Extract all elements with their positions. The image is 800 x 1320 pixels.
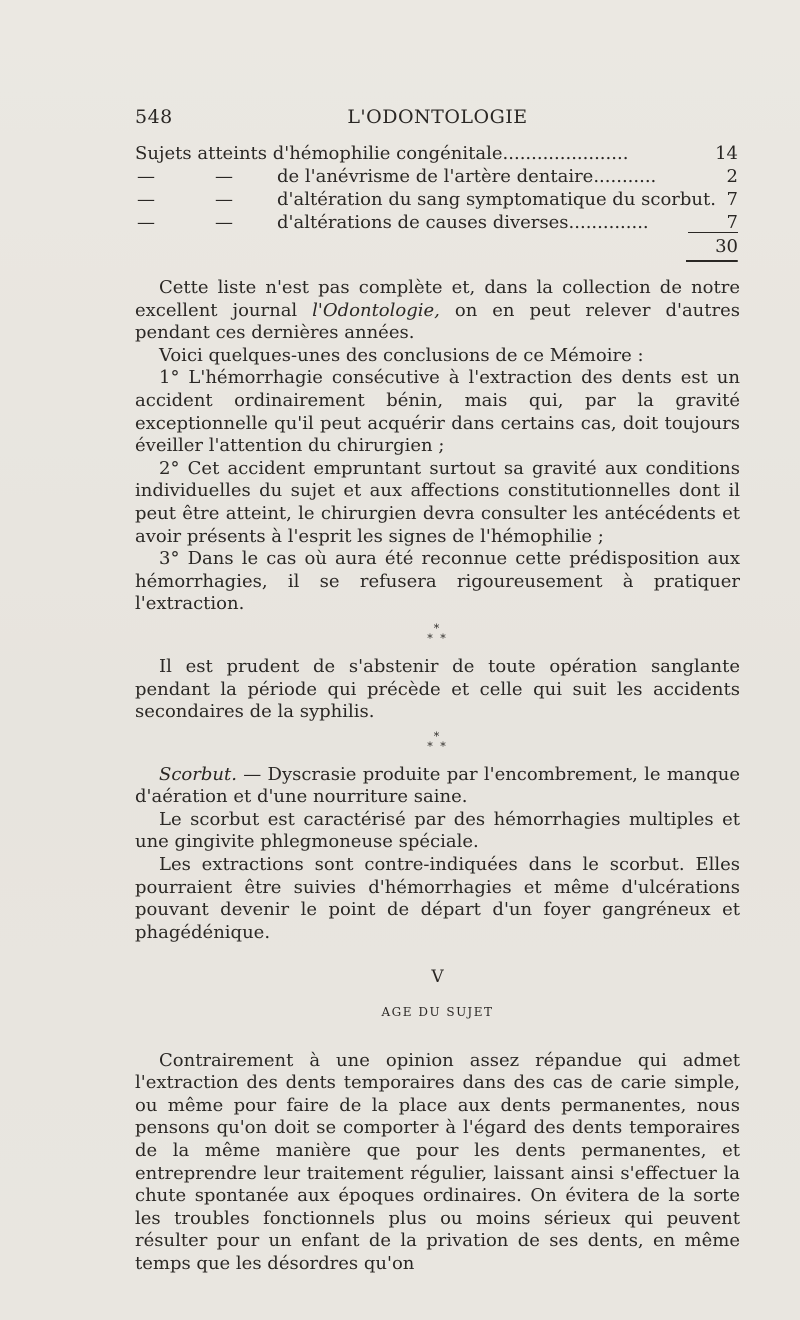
asterisk-top: * <box>433 729 442 743</box>
paragraph: 1° L'hémorrhagie consécutive à l'extraction des dents est un accident ordinairement bénin, mais qui, par la gravité exceptionnelle qu'il peut acquérir dans certains cas, doit toujours éveiller l'attention du chirurgien ; <box>135 367 740 457</box>
paragraph <box>135 277 740 345</box>
page-number: 548 <box>135 106 173 128</box>
tally-label: de l'anévrisme de l'artère dentaire........... <box>277 166 657 187</box>
tally-label: d'altération du sang symptomatique du scorbut. <box>277 189 716 210</box>
running-title: L'ODONTOLOGIE <box>347 106 528 128</box>
section-separator <box>135 729 740 753</box>
asterisk-bottom: * * <box>427 739 448 753</box>
paragraph: Contrairement à une opinion assez répandue qui admet l'extraction des dents temporaires dans des cas de carie simple, ou même pour faire de la place aux dents permanentes, nous pensons qu'on doit se comporter à l'égard des dents temporaires de la même manière que pour les dents permanentes, et entreprendre leur traitement régulier, laissant ainsi s'effectuer la chute spontanée aux époques ordinaires. On évitera de la sorte les troubles fonctionnels plus ou moins sérieux qui peuvent résulter pour un enfant de la privation de ses dents, en même temps que les désordres qu'on <box>135 1049 740 1274</box>
body-text <box>135 277 740 1276</box>
paragraph: Les extractions sont contre-indiquées dans le scorbut. Elles pourraient être suivies d'hémorrhagies et même d'ulcérations pouvant devenir le point de départ d'un foyer gangréneux et phagédénique. <box>135 854 740 943</box>
paragraph <box>135 764 740 809</box>
ditto-mark: — <box>215 212 233 233</box>
paragraph-text: Cette liste n'est pas complète et, dans la collection de notre excellent journal <box>135 277 740 321</box>
tally-label: d'altérations de causes diverses.............. <box>277 212 649 233</box>
tally-label: Sujets atteints d'hémophilie congénitale...................... <box>135 143 629 164</box>
total-underline <box>686 260 738 262</box>
paragraph: 3° Dans le cas où aura été reconnue cette prédisposition aux hémorrhagies, il se refusera rigoureusement à pratiquer l'extraction. <box>135 548 740 615</box>
paragraph-text: on en peut relever d'autres pendant ces dernières années. <box>135 299 740 344</box>
ditto-mark: — <box>137 212 155 233</box>
tally-total: 30 <box>715 236 738 257</box>
paragraph: 2° Cet accident empruntant surtout sa gravité aux conditions individuelles du sujet et aux affections constitutionnelles dont il peut être atteint, le chirurgien devra consulter les antécédents et avoir présents à l'esprit les signes de l'hémophilie ; <box>135 457 740 547</box>
tally-number: 7 <box>726 189 738 210</box>
journal-title: l'Odontologie, <box>312 299 440 321</box>
scorbut-heading: Scorbut. <box>159 763 237 785</box>
section-numeral: V <box>431 967 444 988</box>
paragraph-text: — Dyscrasie produite par l'encombrement, le manque d'aération et d'une nourriture saine. <box>135 763 740 808</box>
case-tally <box>135 142 738 257</box>
paragraph: Le scorbut est caractérisé par des hémorrhagies multiples et une gingivite phlegmoneuse spéciale. <box>135 808 740 853</box>
tally-number: 14 <box>715 143 738 164</box>
section-separator <box>135 621 740 645</box>
tally-number: 7 <box>726 212 738 233</box>
ditto-mark: — <box>215 166 233 187</box>
paragraph: Voici quelques-unes des conclusions de ce Mémoire : <box>159 344 644 366</box>
page-header <box>135 106 740 136</box>
tally-row <box>135 165 738 188</box>
tally-row <box>135 142 738 165</box>
ditto-mark: — <box>137 166 155 187</box>
ditto-mark: — <box>137 189 155 210</box>
tally-row <box>135 211 738 234</box>
ditto-mark: — <box>215 189 233 210</box>
asterisk-bottom: * * <box>427 631 448 645</box>
sum-rule <box>688 232 738 233</box>
tally-row <box>135 188 738 211</box>
paragraph: Il est prudent de s'abstenir de toute opération sanglante pendant la période qui précède et celle qui suit les accidents secondaires de la syphilis. <box>135 655 740 723</box>
asterisk-top: * <box>433 621 442 635</box>
section-title: AGE DU SUJET <box>381 1005 494 1020</box>
tally-number: 2 <box>726 166 738 187</box>
